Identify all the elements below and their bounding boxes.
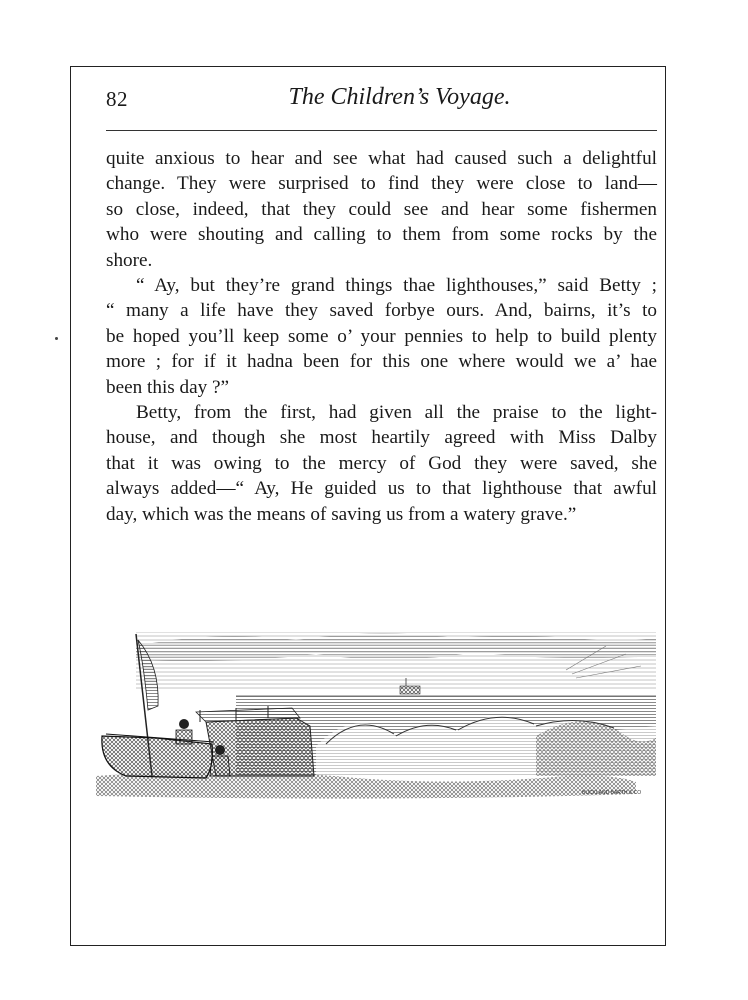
engraver-credit: BUCKLAND BARTH & CO: [582, 790, 642, 796]
text-line: quite anxious to hear and see what had caused such a delightful: [106, 148, 657, 169]
text-line: who were shouting and calling to them from some rocks by the: [106, 224, 657, 246]
page-number: 82: [106, 87, 128, 111]
text-line: house, and though she most heartily agreed with Miss Dalby: [106, 427, 657, 449]
text-line: Betty, from the first, had given all the praise to the light-: [136, 402, 657, 424]
shipwreck-engraving: [96, 626, 656, 804]
text-line: been this day ?”: [106, 376, 230, 398]
text-line: “ Ay, but they’re grand things thae lighthouses,” said Betty ;: [136, 275, 657, 297]
text-line: be hoped you’ll keep some o’ your pennies to help to build plenty: [106, 325, 657, 347]
ink-speck: [55, 337, 58, 340]
text-line: always added—“ Ay, He guided us to that lighthouse that awful: [106, 478, 657, 500]
header-rule: [106, 130, 657, 131]
text-line: change. They were surprised to find they were close to land—: [106, 173, 657, 195]
text-line: that it was owing to the mercy of God they were saved, she: [106, 452, 657, 474]
paragraph: [106, 273, 657, 400]
text-line: so close, indeed, that they could see and hear some fishermen: [106, 198, 657, 220]
text-line: “ many a life have they saved forbye ours. And, bairns, it’s to: [106, 300, 657, 322]
text-line: more ; for if it hadna been for this one where would we a’ hae: [106, 351, 657, 373]
paragraph: [106, 146, 657, 273]
text-line: shore.: [106, 249, 153, 271]
running-header: [106, 84, 657, 120]
running-title: The Children’s Voyage.: [288, 84, 511, 110]
body-text: [106, 146, 657, 527]
text-line: day, which was the means of saving us from a watery grave.”: [106, 503, 577, 525]
paragraph: [106, 400, 657, 527]
